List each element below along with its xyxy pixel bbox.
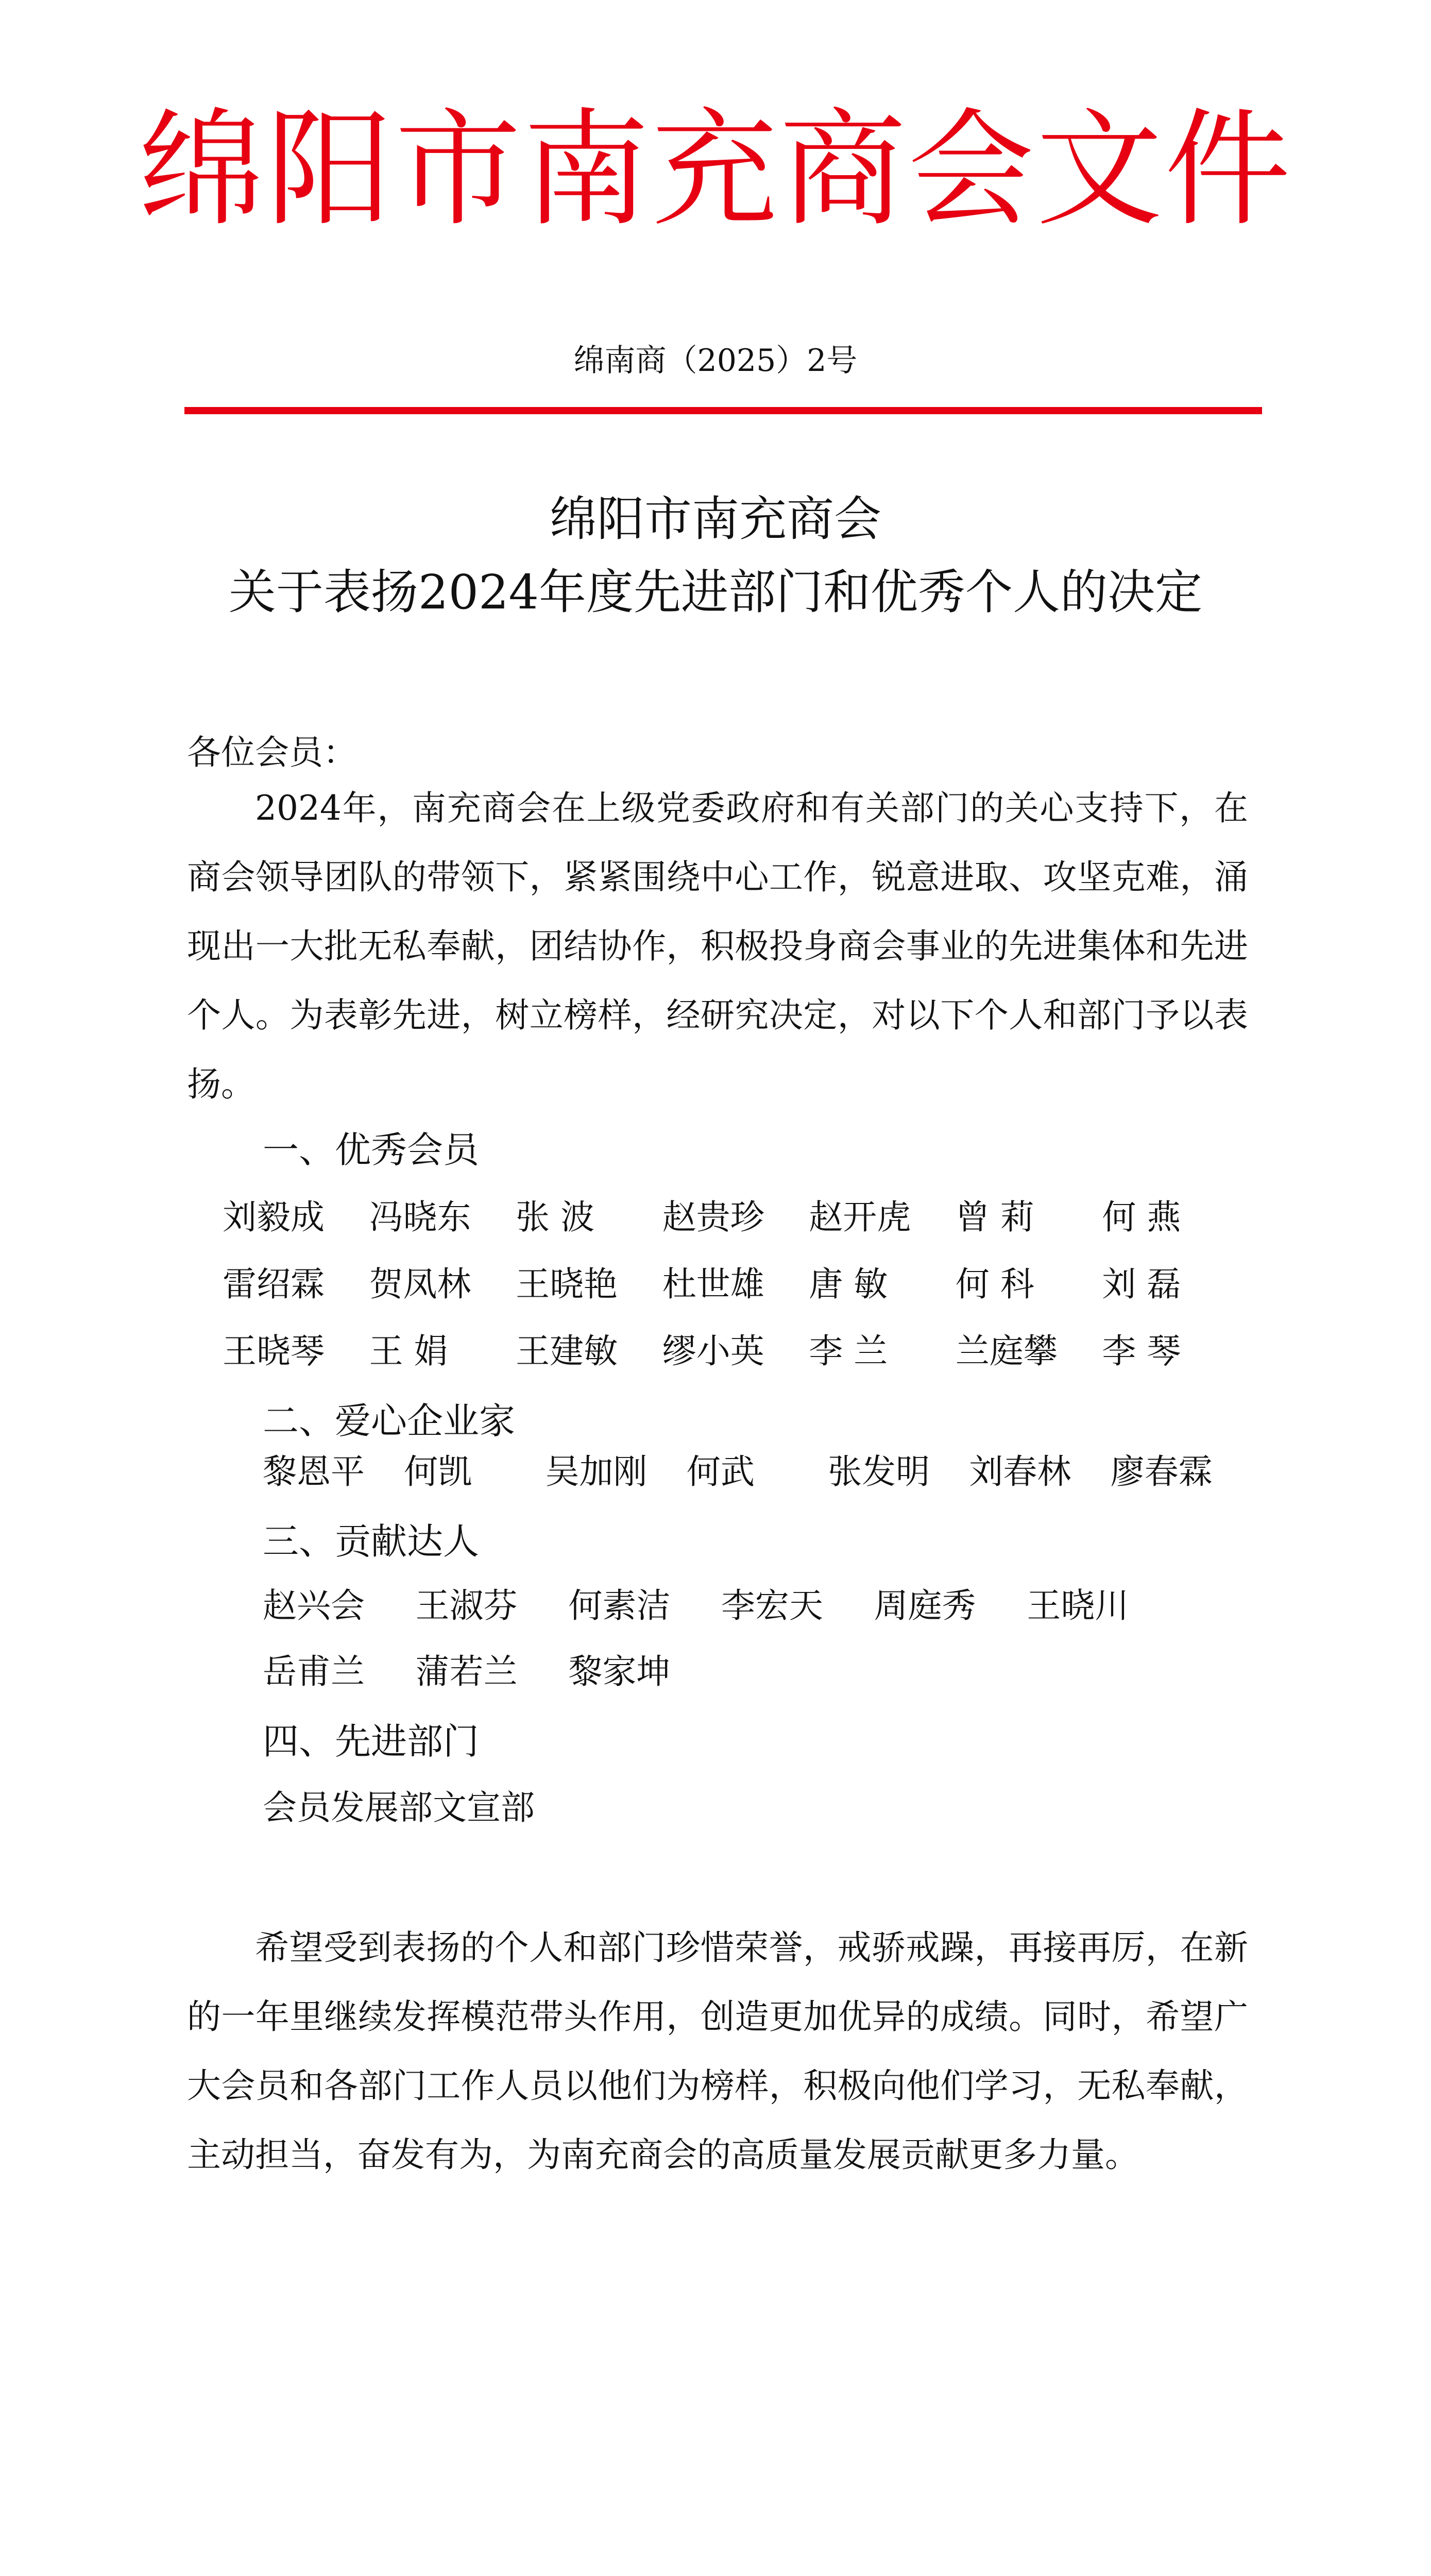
decision-title-line1: 绵阳市南充商会 (549, 492, 881, 547)
section-heading-advanced-departments: 四、先进部门 (263, 1720, 479, 1762)
contributor-name: 赵兴会 (263, 1586, 365, 1625)
member-name: 王晓琴 (223, 1331, 325, 1371)
member-name: 王建敏 (516, 1331, 618, 1371)
entrepreneur-name: 刘春林 (969, 1452, 1071, 1492)
header-red-divider (184, 407, 1262, 414)
member-name: 曾 莉 (955, 1197, 1034, 1237)
member-name: 缪小英 (662, 1331, 764, 1371)
member-name: 杜世雄 (662, 1264, 764, 1304)
entrepreneur-name: 张发明 (828, 1452, 930, 1492)
contributor-name: 王晓川 (1027, 1586, 1129, 1625)
member-name: 赵开虎 (809, 1197, 911, 1237)
department-name: 文宣部 (433, 1788, 535, 1827)
salutation: 各位会员： (187, 733, 357, 772)
contributors-row-1 (263, 1583, 1180, 1629)
department-name: 会员发展部 (263, 1788, 433, 1827)
entrepreneur-name: 何凯 (404, 1452, 472, 1492)
entrepreneur-name: 廖春霖 (1110, 1452, 1213, 1492)
member-name: 冯晓东 (369, 1197, 471, 1237)
member-name: 赵贵珍 (662, 1197, 764, 1237)
member-name: 唐 敏 (809, 1264, 888, 1304)
section-heading-caring-entrepreneurs: 二、爱心企业家 (263, 1400, 515, 1442)
member-name: 雷绍霖 (223, 1264, 325, 1304)
member-name: 王 娟 (369, 1331, 448, 1371)
decision-title-line2: 关于表扬2024年度先进部门和优秀个人的决定 (228, 565, 1203, 620)
entrepreneur-name: 何武 (686, 1452, 755, 1492)
section-heading-outstanding-members: 一、优秀会员 (263, 1129, 479, 1171)
contributor-name: 蒲若兰 (415, 1652, 518, 1691)
member-name: 李 兰 (809, 1331, 888, 1371)
contributor-name: 周庭秀 (874, 1586, 976, 1625)
contributor-name: 岳甫兰 (263, 1652, 365, 1691)
contributor-name: 李宏天 (721, 1586, 823, 1625)
section-heading-contributors: 三、贡献达人 (263, 1520, 479, 1563)
document-header-title: 绵阳市南充商会文件 (138, 96, 1293, 243)
member-name: 王晓艳 (516, 1264, 618, 1304)
member-name: 贺凤林 (369, 1264, 471, 1304)
caring-entrepreneurs-row (263, 1449, 1252, 1495)
contributor-name: 何素洁 (568, 1586, 671, 1625)
contributor-name: 黎家坤 (568, 1652, 671, 1691)
member-name: 刘 磊 (1102, 1264, 1181, 1304)
outstanding-members-row-1 (223, 1194, 1249, 1241)
member-name: 何 科 (955, 1264, 1034, 1304)
member-name: 李 琴 (1102, 1331, 1181, 1371)
member-name: 刘毅成 (223, 1197, 325, 1237)
advanced-departments-row (263, 1785, 592, 1831)
member-name: 何 燕 (1102, 1197, 1181, 1237)
contributor-name: 王淑芬 (415, 1586, 518, 1625)
intro-paragraph: 2024年，南充商会在上级党委政府和有关部门的关心支持下，在商会领导团队的带领下，紧紧围绕中心工作，锐意进取、攻坚克难，涌现出一大批无私奉献，团结协作，积极投身商会事业的先进集体和先进个人。为表彰先进，树立榜样，经研究决定，对以下个人和部门予以表扬。 (187, 788, 1248, 1104)
document-number: 绵南商（2025）2号 (573, 343, 858, 379)
closing-paragraph: 希望受到表扬的个人和部门珍惜荣誉，戒骄戒躁，再接再厉，在新的一年里继续发挥模范带头作用，创造更加优异的成绩。同时，希望广大会员和各部门工作人员以他们为榜样，积极向他们学习，无私奉献，主动担当，奋发有为，为南充商会的高质量发展贡献更多力量。 (187, 1928, 1248, 2175)
entrepreneur-name: 吴加刚 (545, 1452, 648, 1492)
member-name: 兰庭攀 (955, 1331, 1058, 1371)
contributors-row-2 (263, 1649, 721, 1695)
outstanding-members-row-2 (223, 1261, 1249, 1308)
outstanding-members-row-3 (223, 1328, 1249, 1375)
member-name: 张 波 (516, 1197, 595, 1237)
entrepreneur-name: 黎恩平 (263, 1452, 365, 1492)
